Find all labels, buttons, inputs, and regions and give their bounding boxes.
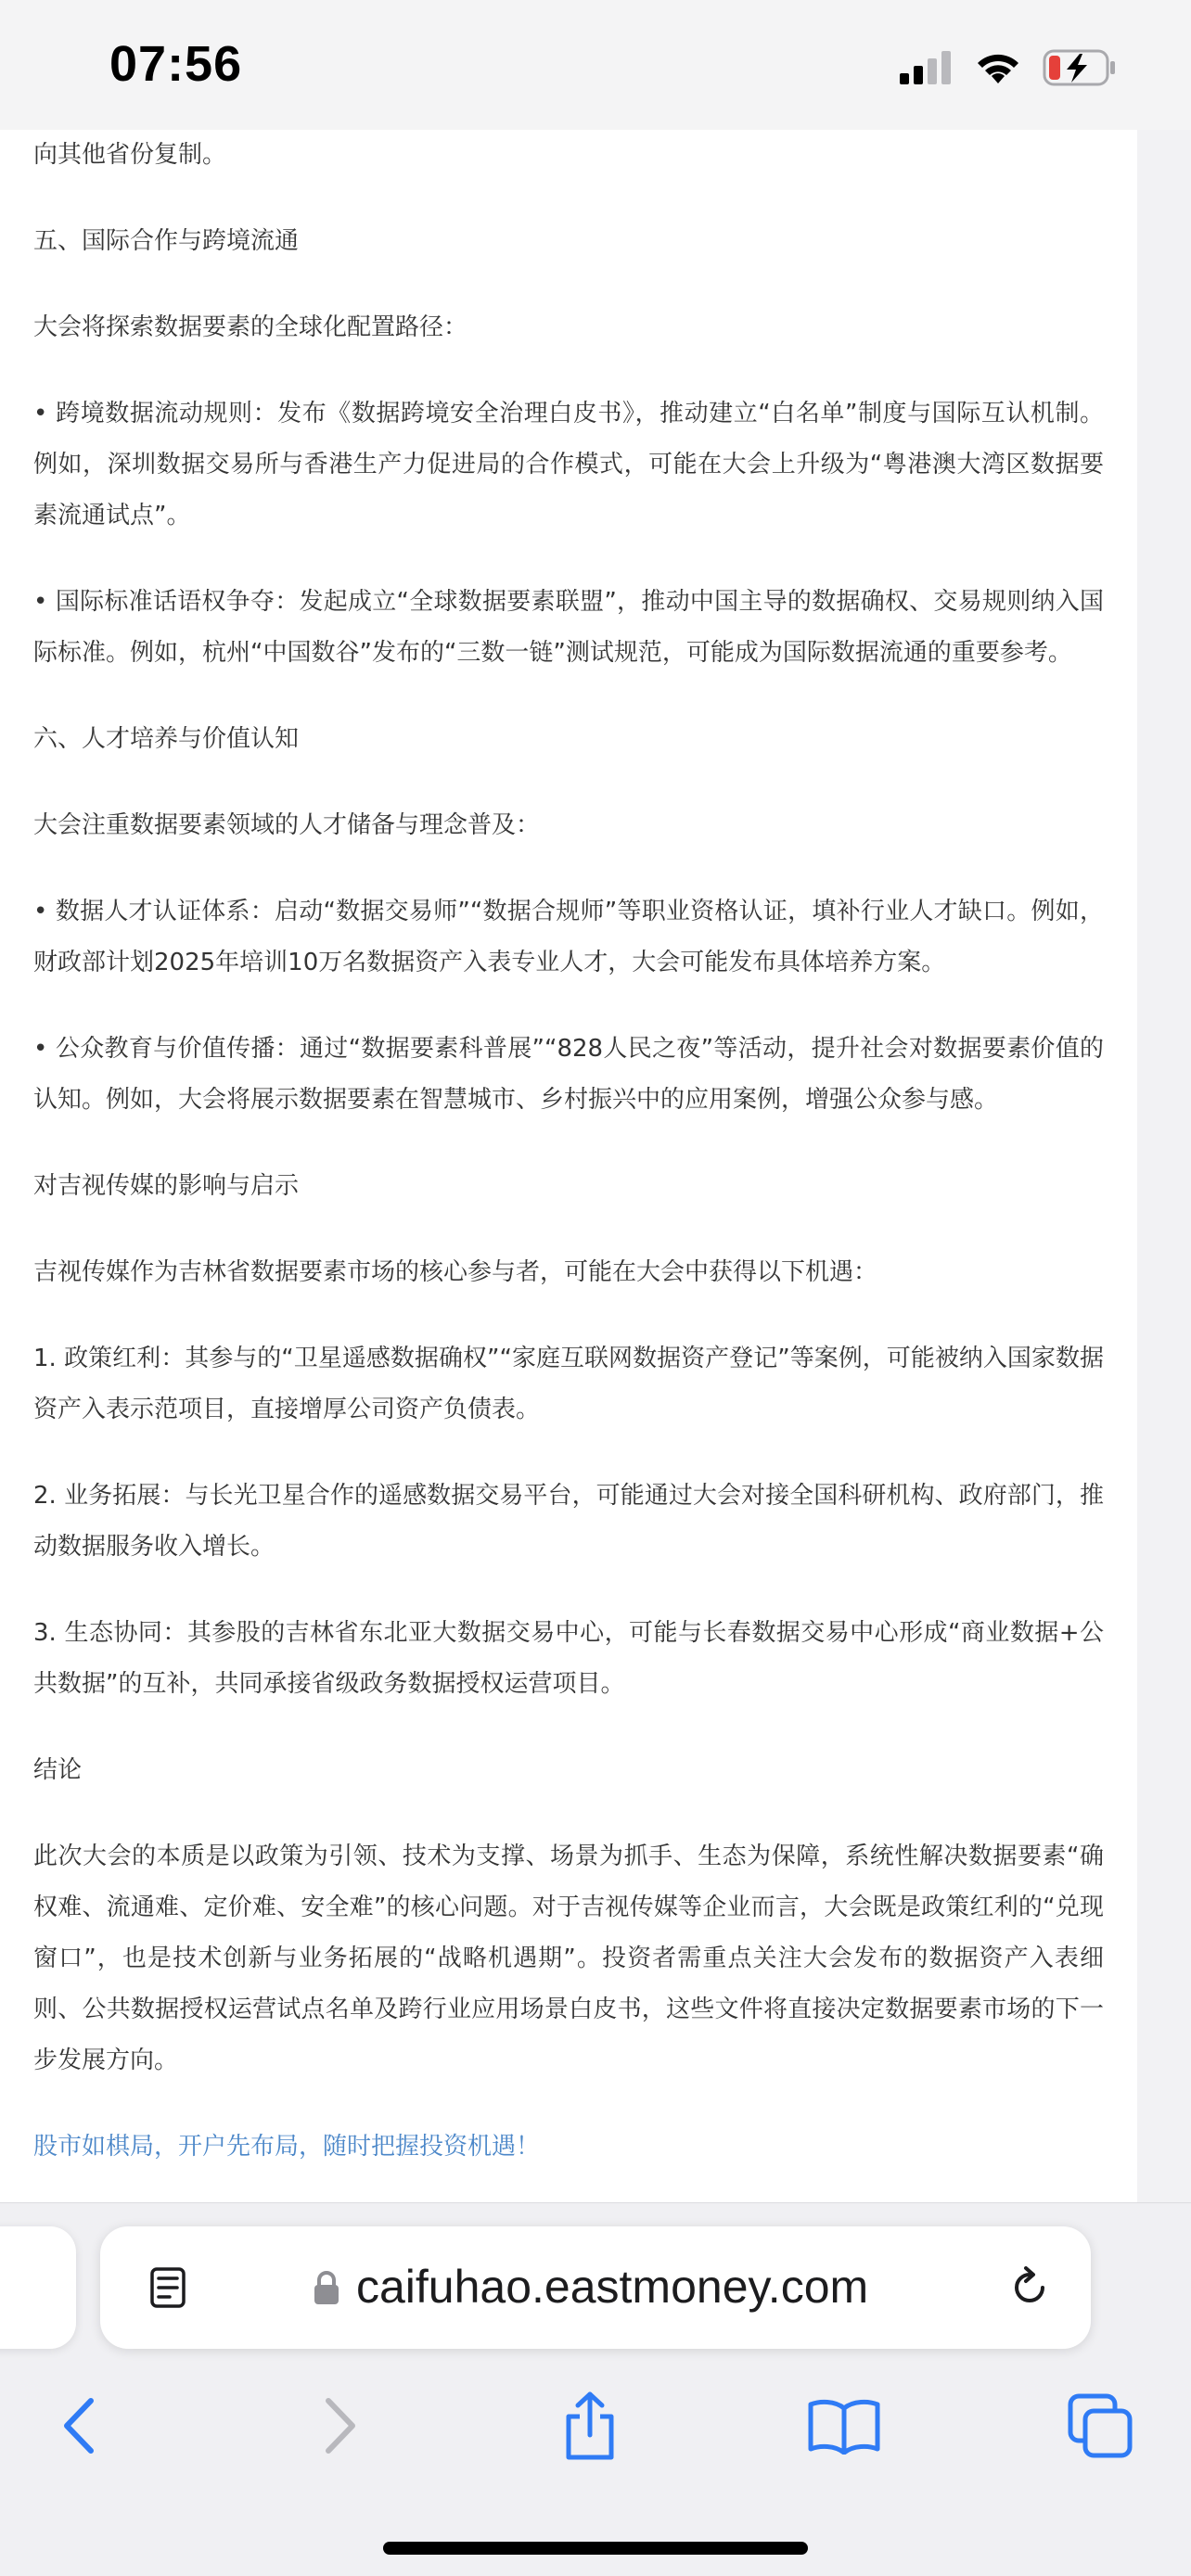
reader-mode-icon[interactable] [147,2265,191,2310]
share-icon [561,2391,619,2461]
article-paragraph: • 跨境数据流动规则：发布《数据跨境安全治理白皮书》，推动建立“白名单”制度与国际互认机制。例如，深圳数据交易所与香港生产力促进局的合作模式，可能在大会上升级为“粤港澳大湾区数据要素流通试点”。 [33,400,1104,529]
home-indicator [383,2542,808,2555]
section-heading: 结论 [33,1756,83,1784]
tabs-button[interactable] [1054,2379,1146,2472]
browser-chrome [0,2202,1191,2576]
article-paragraph: • 数据人才认证体系：启动“数据交易师”“数据合规师”等职业资格认证，填补行业人才缺口。例如，财政部计划2025年培训10万名数据资产入表专业人才，大会可能发布具体培养方案。 [33,898,1104,976]
article-paragraph: 大会将探索数据要素的全球化配置路径： [33,313,468,341]
article-paragraph: 3. 生态协同：其参股的吉林省东北亚大数据交易中心，可能与长春数据交易中心形成“商业数据+公共数据”的互补，共同承接省级政务数据授权运营项目。 [33,1619,1104,1698]
reload-icon[interactable] [1005,2264,1054,2312]
article-paragraph: • 公众教育与价值传播：通过“数据要素科普展”“828人民之夜”等活动，提升社会对数据要素价值的认知。例如，大会将展示数据要素在智慧城市、乡村振兴中的应用案例，增强公众参与感。 [33,1035,1104,1114]
url-text[interactable]: caifuhao.eastmoney.com [356,2261,869,2313]
article-paragraph: 大会注重数据要素领域的人才储备与理念普及： [33,811,541,839]
battery-charging-icon [1043,49,1117,86]
section-heading: 五、国际合作与跨境流通 [33,227,300,255]
browser-toolbar [0,2379,1191,2472]
section-heading: 六、人才培养与价值认知 [33,725,300,753]
status-bar [0,0,1191,130]
back-chevron-icon [59,2395,100,2456]
forward-button[interactable] [293,2379,386,2472]
cellular-signal-icon [900,51,954,84]
status-icons [900,46,1117,89]
section-heading: 对吉视传媒的影响与启示 [33,1172,300,1200]
promo-link[interactable]: 股市如棋局，开户先布局，随时把握投资机遇！ [33,2133,541,2161]
tabs-icon [1067,2392,1133,2459]
back-button[interactable] [33,2379,126,2472]
address-bar[interactable] [100,2226,1091,2349]
article-paragraph: 2. 业务拓展：与长光卫星合作的遥感数据交易平台，可能通过大会对接全国科研机构、政府部门，推动数据服务收入增长。 [33,1482,1104,1561]
status-time: 07:56 [109,36,243,92]
article-paragraph: 向其他省份复制。 [33,141,227,169]
previous-tab-card[interactable] [0,2226,76,2349]
bookmarks-book-icon [807,2397,881,2455]
page-margin [1137,130,1191,2202]
bookmarks-button[interactable] [798,2379,890,2472]
article-content [0,130,1137,2202]
article-paragraph: • 国际标准话语权争夺：发起成立“全球数据要素联盟”，推动中国主导的数据确权、交易规则纳入国际标准。例如，杭州“中国数谷”发布的“三数一链”测试规范，可能成为国际数据流通的重要参考。 [33,588,1104,667]
article-paragraph: 吉视传媒作为吉林省数据要素市场的核心参与者，可能在大会中获得以下机遇： [33,1258,878,1286]
share-button[interactable] [544,2379,636,2472]
forward-chevron-icon [319,2395,360,2456]
wifi-icon [974,50,1022,85]
article-paragraph: 1. 政策红利：其参与的“卫星遥感数据确权”“家庭互联网数据资产登记”等案例，可能被纳入国家数据资产入表示范项目，直接增厚公司资产负债表。 [33,1345,1104,1423]
article-paragraph: 此次大会的本质是以政策为引领、技术为支撑、场景为抓手、生态为保障，系统性解决数据要素“确权难、流通难、定价难、安全难”的核心问题。对于吉视传媒等企业而言，大会既是政策红利的“兑现窗口”，也是技术创新与业务拓展的“战略机遇期”。投资者需重点关注大会发布的数据资产入表细则、公共数据授权运营试点名单及跨行业应用场景白皮书，这些文件将直接决定数据要素市场的下一步发展方向。 [33,1843,1104,2074]
lock-icon [312,2269,341,2306]
